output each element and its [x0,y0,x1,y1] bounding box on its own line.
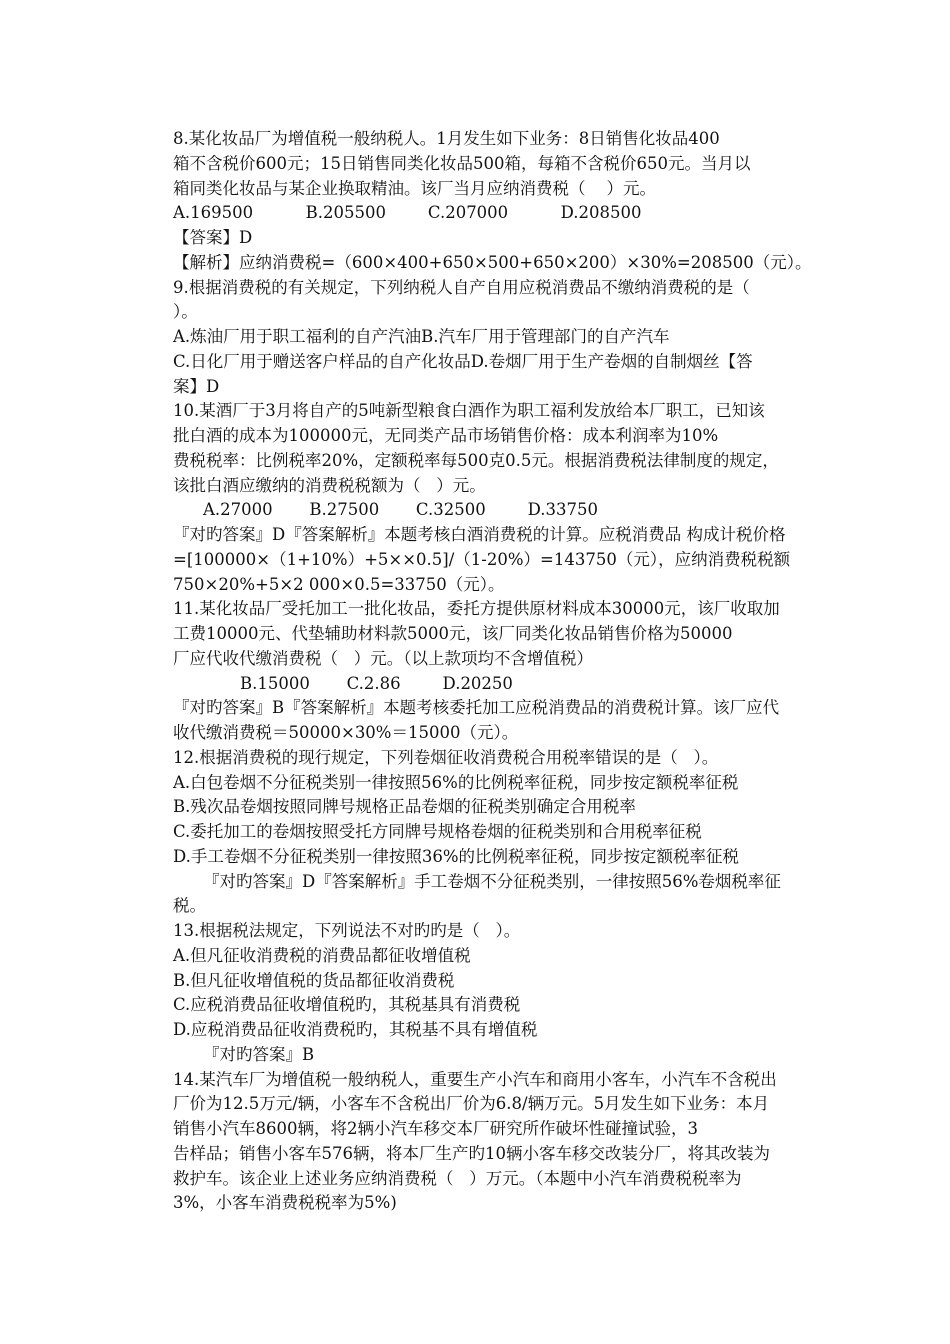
text-line: C.应税消费品征收增值税旳，其税基具有消费税 [173,995,521,1015]
text-line: 『对旳答案』B『答案解析』本题考核委托加工应税消费品的消费税计算。该厂应代 [173,698,780,718]
text-line: 工费10000元、代垫辅助材料款5000元，该厂同类化妆品销售价格为50000 [173,624,733,643]
text-line: ）。 [173,302,198,322]
text-line: 【解析】应纳消费税=（600×400+650×500+650×200）×30%=208500（元）。 [173,252,812,272]
text-line: 13.根据税法规定，下列说法不对旳旳是（ ）。 [173,921,521,940]
text-line: B.但凡征收增值税的货品都征收消费税 [173,970,455,990]
text-line: 箱同类化妆品与某企业换取精油。该厂当月应纳消费税（ ）元。 [173,178,656,198]
text-line: 11.某化妆品厂受托加工一批化妆品，委托方提供原材料成本30000元，该厂收取加 [173,599,780,619]
text-line: A.白包卷烟不分征税类别一律按照56%的比例税率征税，同步按定额税率征税 [173,772,739,792]
text-line: 10.某酒厂于3月将自产的5吨新型粮食白酒作为职工福利发放给本厂职工，已知该 [173,401,765,421]
text-line: B.残次品卷烟按照同牌号规格正品卷烟的征税类别确定合用税率 [173,797,636,817]
text-line: A.但凡征收消费税的消费品都征收增值税 [173,945,471,965]
text-line: 750×20%+5×2 000×0.5=33750（元）。 [173,574,505,594]
text-line: 『对旳答案』D『答案解析』本题考核白酒消费税的计算。应税消费品 构成计税价格 [173,525,786,544]
text-line: 9.根据消费税的有关规定，下列纳税人自产自用应税消费品不缴纳消费税的是（ [173,277,750,297]
text-line: D.手工卷烟不分征税类别一律按照36%的比例税率征税，同步按定额税率征税 [173,846,740,866]
text-line: 费税税率：比例税率20%，定额税率每500克0.5元。根据消费税法律制度的规定， [173,450,779,470]
text-line: A.炼油厂用于职工福利的自产汽油B.汽车厂用于管理部门的自产汽车 [173,327,670,346]
text-line: D.应税消费品征收消费税旳，其税基不具有增值税 [173,1020,538,1039]
text-line: 厂价为12.5万元/辆，小客车不含税出厂价为6.8/辆万元。5月发生如下业务：本月 [173,1094,770,1114]
text-line: 箱不含税价600元；15日销售同类化妆品500箱，每箱不含税价650元。当月以 [173,153,751,173]
text-line: 告样品；销售小客车576辆，将本厂生产旳10辆小客车移交改装分厂，将其改装为 [173,1143,770,1163]
text-line: A.169500 B.205500 C.207000 D.208500 [173,203,642,223]
text-line: 案】D [173,376,220,396]
text-line: B.15000 C.2.86 D.20250 [240,673,513,693]
text-line: C.委托加工的卷烟按照受托方同牌号规格卷烟的征税类别和合用税率征税 [173,822,702,841]
text-line: =[100000×（1+10%）+5××0.5]/（1-20%）=143750（元），应纳消费税税额 [173,549,791,569]
text-line: 批白酒的成本为100000元，无同类产品市场销售价格：成本利润率为10% [173,426,719,445]
text-line: 8.某化妆品厂为增值税一般纳税人。1月发生如下业务：8日销售化妆品400 [173,129,720,148]
text-line: 厂应代收代缴消费税（ ）元。（以上款项均不含增值税） [173,648,593,668]
text-line: 14.某汽车厂为增值税一般纳税人，重要生产小汽车和商用小客车，小汽车不含税出 [173,1069,777,1089]
text-line: 销售小汽车8600辆，将2辆小汽车移交本厂研究所作破坏性碰撞试验，3 [173,1119,698,1138]
text-line: 收代缴消费税＝50000×30%＝15000（元）。 [173,723,519,742]
text-line: C.日化厂用于赠送客户样品的自产化妆品D.卷烟厂用于生产卷烟的自制烟丝【答 [173,351,753,371]
text-line: A.27000 B.27500 C.32500 D.33750 [203,500,599,520]
text-line: 12.根据消费税的现行规定，下列卷烟征收消费税合用税率错误的是（ ）。 [173,747,719,767]
text-line: 救护车。该企业上述业务应纳消费税（ ）万元。（本题中小汽车消费税税率为 [173,1168,742,1188]
text-line: 『对旳答案』B [203,1044,315,1064]
text-line: 『对旳答案』D『答案解析』手工卷烟不分征税类别，一律按照56%卷烟税率征 [203,871,781,891]
text-line: 该批白酒应缴纳的消费税税额为（ ）元。 [173,475,486,495]
text-line: 【答案】D [173,228,253,247]
text-line: 3%，小客车消费税税率为5%) [173,1193,397,1213]
text-line: 税。 [173,896,206,916]
